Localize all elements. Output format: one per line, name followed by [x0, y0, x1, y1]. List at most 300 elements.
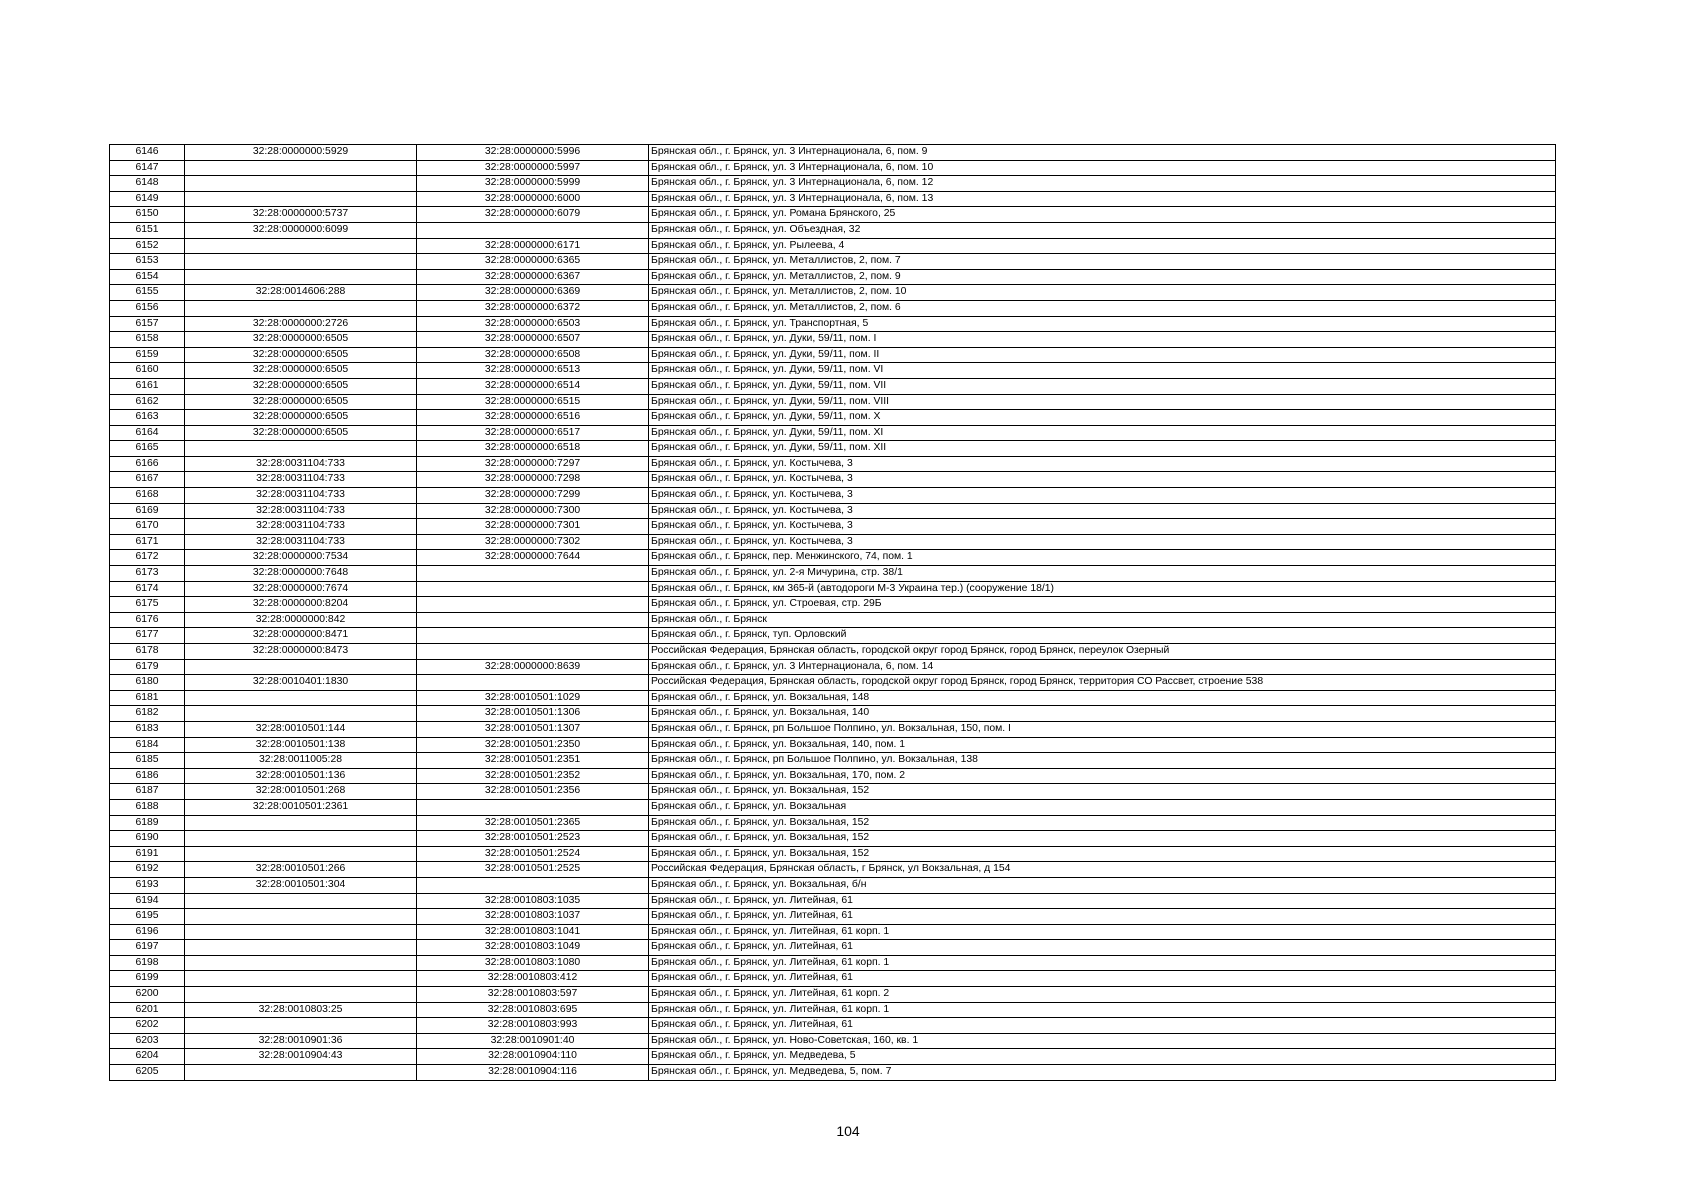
table-row: [110, 706, 1556, 722]
table-row: [110, 550, 1556, 566]
table-row: [110, 472, 1556, 488]
address-cell: Брянская обл., г. Брянск, ул. Вокзальная, 152: [649, 815, 1556, 831]
land-cadastral-cell: [185, 940, 417, 956]
address-cell: Брянская обл., г. Брянск, ул. Литейная, 61: [649, 893, 1556, 909]
object-cadastral-cell: [417, 644, 649, 660]
row-number-cell: 6150: [110, 207, 185, 223]
object-cadastral-cell: 32:28:0000000:5999: [417, 176, 649, 192]
land-cadastral-cell: 32:28:0000000:8471: [185, 628, 417, 644]
row-number-cell: 6153: [110, 254, 185, 270]
address-cell: Брянская обл., г. Брянск, ул. Костычева, 3: [649, 534, 1556, 550]
table-row: [110, 145, 1556, 161]
row-number-cell: 6159: [110, 347, 185, 363]
table-row: [110, 893, 1556, 909]
row-number-cell: 6183: [110, 721, 185, 737]
table-row: [110, 877, 1556, 893]
address-cell: Брянская обл., г. Брянск, ул. Дуки, 59/11, пом. VII: [649, 378, 1556, 394]
address-cell: Брянская обл., г. Брянск, ул. Ново-Советская, 160, кв. 1: [649, 1033, 1556, 1049]
row-number-cell: 6148: [110, 176, 185, 192]
table-row: [110, 768, 1556, 784]
land-cadastral-cell: [185, 924, 417, 940]
address-cell: Брянская обл., г. Брянск, ул. Вокзальная: [649, 799, 1556, 815]
table-row: [110, 862, 1556, 878]
object-cadastral-cell: 32:28:0010901:40: [417, 1033, 649, 1049]
table-row: [110, 534, 1556, 550]
row-number-cell: 6196: [110, 924, 185, 940]
land-cadastral-cell: 32:28:0014606:288: [185, 285, 417, 301]
object-cadastral-cell: 32:28:0010803:695: [417, 1002, 649, 1018]
address-cell: Брянская обл., г. Брянск, ул. Металлистов, 2, пом. 9: [649, 269, 1556, 285]
land-cadastral-cell: 32:28:0000000:842: [185, 612, 417, 628]
table-row: [110, 815, 1556, 831]
row-number-cell: 6170: [110, 519, 185, 535]
object-cadastral-cell: 32:28:0010803:1080: [417, 955, 649, 971]
object-cadastral-cell: 32:28:0000000:6507: [417, 332, 649, 348]
address-cell: Брянская обл., г. Брянск, ул. Костычева, 3: [649, 503, 1556, 519]
address-cell: Брянская обл., г. Брянск, ул. 3 Интернационала, 6, пом. 10: [649, 160, 1556, 176]
land-cadastral-cell: 32:28:0000000:5929: [185, 145, 417, 161]
object-cadastral-cell: 32:28:0010501:1307: [417, 721, 649, 737]
object-cadastral-cell: 32:28:0000000:6367: [417, 269, 649, 285]
land-cadastral-cell: [185, 706, 417, 722]
row-number-cell: 6201: [110, 1002, 185, 1018]
land-cadastral-cell: 32:28:0031104:733: [185, 472, 417, 488]
land-cadastral-cell: 32:28:0000000:6505: [185, 410, 417, 426]
address-cell: Брянская обл., г. Брянск, ул. Вокзальная, 140: [649, 706, 1556, 722]
table-row: [110, 940, 1556, 956]
row-number-cell: 6154: [110, 269, 185, 285]
object-cadastral-cell: 32:28:0000000:5997: [417, 160, 649, 176]
address-cell: Брянская обл., г. Брянск, ул. Дуки, 59/11, пом. I: [649, 332, 1556, 348]
object-cadastral-cell: 32:28:0010501:2350: [417, 737, 649, 753]
address-cell: Брянская обл., г. Брянск, ул. Литейная, 61 корп. 1: [649, 924, 1556, 940]
address-cell: Российская Федерация, Брянская область, городской округ город Брянск, город Брянск, территория СО Рассвет, строение 538: [649, 675, 1556, 691]
table-row: [110, 300, 1556, 316]
table-row: [110, 971, 1556, 987]
table-row: [110, 425, 1556, 441]
object-cadastral-cell: 32:28:0010501:2525: [417, 862, 649, 878]
row-number-cell: 6168: [110, 488, 185, 504]
table-row: [110, 519, 1556, 535]
table-row: [110, 456, 1556, 472]
address-cell: Брянская обл., г. Брянск, ул. 3 Интернационала, 6, пом. 12: [649, 176, 1556, 192]
address-cell: Брянская обл., г. Брянск, ул. Металлистов, 2, пом. 10: [649, 285, 1556, 301]
row-number-cell: 6194: [110, 893, 185, 909]
table-row: [110, 347, 1556, 363]
table-row: [110, 238, 1556, 254]
object-cadastral-cell: 32:28:0000000:6518: [417, 441, 649, 457]
address-cell: Брянская обл., г. Брянск, ул. Романа Брянского, 25: [649, 207, 1556, 223]
land-cadastral-cell: [185, 1065, 417, 1081]
table-row: [110, 612, 1556, 628]
land-cadastral-cell: 32:28:0000000:6099: [185, 222, 417, 238]
row-number-cell: 6191: [110, 846, 185, 862]
table-row: [110, 160, 1556, 176]
object-cadastral-cell: 32:28:0000000:6369: [417, 285, 649, 301]
object-cadastral-cell: 32:28:0000000:6515: [417, 394, 649, 410]
table-row: [110, 581, 1556, 597]
land-cadastral-cell: [185, 831, 417, 847]
address-cell: Брянская обл., г. Брянск, ул. Литейная, 61: [649, 940, 1556, 956]
land-cadastral-cell: 32:28:0010904:43: [185, 1049, 417, 1065]
table-row: [110, 566, 1556, 582]
table-row: [110, 955, 1556, 971]
object-cadastral-cell: 32:28:0000000:6513: [417, 363, 649, 379]
row-number-cell: 6169: [110, 503, 185, 519]
address-cell: Брянская обл., г. Брянск, ул. Костычева, 3: [649, 456, 1556, 472]
address-cell: Брянская обл., г. Брянск, ул. Рылеева, 4: [649, 238, 1556, 254]
row-number-cell: 6177: [110, 628, 185, 644]
row-number-cell: 6158: [110, 332, 185, 348]
object-cadastral-cell: 32:28:0010803:597: [417, 987, 649, 1003]
land-cadastral-cell: [185, 300, 417, 316]
row-number-cell: 6190: [110, 831, 185, 847]
row-number-cell: 6172: [110, 550, 185, 566]
row-number-cell: 6184: [110, 737, 185, 753]
row-number-cell: 6161: [110, 378, 185, 394]
table-row: [110, 846, 1556, 862]
object-cadastral-cell: [417, 222, 649, 238]
object-cadastral-cell: 32:28:0010501:2524: [417, 846, 649, 862]
row-number-cell: 6202: [110, 1018, 185, 1034]
table-row: [110, 503, 1556, 519]
address-cell: Брянская обл., г. Брянск, ул. Костычева, 3: [649, 472, 1556, 488]
land-cadastral-cell: [185, 238, 417, 254]
land-cadastral-cell: 32:28:0010501:268: [185, 784, 417, 800]
registry-table-body: [110, 145, 1556, 1081]
land-cadastral-cell: [185, 1018, 417, 1034]
address-cell: Брянская обл., г. Брянск, ул. Металлистов, 2, пом. 6: [649, 300, 1556, 316]
object-cadastral-cell: 32:28:0000000:7302: [417, 534, 649, 550]
object-cadastral-cell: 32:28:0000000:7298: [417, 472, 649, 488]
object-cadastral-cell: 32:28:0010904:116: [417, 1065, 649, 1081]
table-row: [110, 1065, 1556, 1081]
table-row: [110, 441, 1556, 457]
land-cadastral-cell: 32:28:0031104:733: [185, 519, 417, 535]
object-cadastral-cell: 32:28:0010501:2356: [417, 784, 649, 800]
land-cadastral-cell: 32:28:0000000:6505: [185, 378, 417, 394]
land-cadastral-cell: [185, 441, 417, 457]
object-cadastral-cell: [417, 612, 649, 628]
land-cadastral-cell: [185, 987, 417, 1003]
land-cadastral-cell: 32:28:0010901:36: [185, 1033, 417, 1049]
table-row: [110, 628, 1556, 644]
object-cadastral-cell: [417, 675, 649, 691]
address-cell: Брянская обл., г. Брянск, туп. Орловский: [649, 628, 1556, 644]
table-row: [110, 987, 1556, 1003]
land-cadastral-cell: 32:28:0000000:6505: [185, 347, 417, 363]
land-cadastral-cell: [185, 955, 417, 971]
address-cell: Брянская обл., г. Брянск, ул. 3 Интернационала, 6, пом. 9: [649, 145, 1556, 161]
object-cadastral-cell: 32:28:0000000:6000: [417, 191, 649, 207]
row-number-cell: 6180: [110, 675, 185, 691]
address-cell: Брянская обл., г. Брянск, ул. Строевая, стр. 29Б: [649, 597, 1556, 613]
object-cadastral-cell: 32:28:0010803:1041: [417, 924, 649, 940]
object-cadastral-cell: 32:28:0000000:6508: [417, 347, 649, 363]
object-cadastral-cell: 32:28:0000000:5996: [417, 145, 649, 161]
object-cadastral-cell: 32:28:0010904:110: [417, 1049, 649, 1065]
object-cadastral-cell: 32:28:0000000:7644: [417, 550, 649, 566]
row-number-cell: 6152: [110, 238, 185, 254]
land-cadastral-cell: [185, 191, 417, 207]
table-row: [110, 753, 1556, 769]
table-row: [110, 1033, 1556, 1049]
address-cell: Российская Федерация, Брянская область, городской округ город Брянск, город Брянск, переулок Озерный: [649, 644, 1556, 660]
table-row: [110, 675, 1556, 691]
land-cadastral-cell: 32:28:0000000:7534: [185, 550, 417, 566]
land-cadastral-cell: 32:28:0010501:266: [185, 862, 417, 878]
address-cell: Брянская обл., г. Брянск, ул. Дуки, 59/11, пом. XII: [649, 441, 1556, 457]
address-cell: Брянская обл., г. Брянск, ул. Дуки, 59/11, пом. II: [649, 347, 1556, 363]
object-cadastral-cell: [417, 628, 649, 644]
address-cell: Брянская обл., г. Брянск, ул. Вокзальная, 170, пом. 2: [649, 768, 1556, 784]
land-cadastral-cell: 32:28:0000000:2726: [185, 316, 417, 332]
object-cadastral-cell: 32:28:0000000:8639: [417, 659, 649, 675]
table-row: [110, 924, 1556, 940]
row-number-cell: 6147: [110, 160, 185, 176]
table-row: [110, 597, 1556, 613]
table-row: [110, 721, 1556, 737]
address-cell: Брянская обл., г. Брянск, ул. Вокзальная, 152: [649, 831, 1556, 847]
row-number-cell: 6174: [110, 581, 185, 597]
land-cadastral-cell: 32:28:0010501:304: [185, 877, 417, 893]
row-number-cell: 6160: [110, 363, 185, 379]
table-row: [110, 1002, 1556, 1018]
address-cell: Брянская обл., г. Брянск, ул. 2-я Мичурина, стр. 38/1: [649, 566, 1556, 582]
table-row: [110, 799, 1556, 815]
row-number-cell: 6164: [110, 425, 185, 441]
object-cadastral-cell: 32:28:0010803:1037: [417, 909, 649, 925]
table-row: [110, 737, 1556, 753]
land-cadastral-cell: 32:28:0000000:5737: [185, 207, 417, 223]
row-number-cell: 6181: [110, 690, 185, 706]
land-cadastral-cell: 32:28:0000000:6505: [185, 332, 417, 348]
row-number-cell: 6173: [110, 566, 185, 582]
page-number: 104: [836, 1123, 860, 1139]
row-number-cell: 6156: [110, 300, 185, 316]
address-cell: Брянская обл., г. Брянск, ул. Литейная, 61 корп. 1: [649, 955, 1556, 971]
table-row: [110, 659, 1556, 675]
land-cadastral-cell: 32:28:0031104:733: [185, 534, 417, 550]
address-cell: Брянская обл., г. Брянск, ул. 3 Интернационала, 6, пом. 13: [649, 191, 1556, 207]
table-row: [110, 191, 1556, 207]
land-cadastral-cell: [185, 269, 417, 285]
row-number-cell: 6186: [110, 768, 185, 784]
object-cadastral-cell: [417, 597, 649, 613]
address-cell: Брянская обл., г. Брянск, рп Большое Полпино, ул. Вокзальная, 150, пом. I: [649, 721, 1556, 737]
address-cell: Брянская обл., г. Брянск, ул. 3 Интернационала, 6, пом. 14: [649, 659, 1556, 675]
row-number-cell: 6182: [110, 706, 185, 722]
table-row: [110, 644, 1556, 660]
land-cadastral-cell: [185, 176, 417, 192]
address-cell: Брянская обл., г. Брянск: [649, 612, 1556, 628]
object-cadastral-cell: [417, 581, 649, 597]
address-cell: Брянская обл., г. Брянск, ул. Медведева, 5, пом. 7: [649, 1065, 1556, 1081]
row-number-cell: 6166: [110, 456, 185, 472]
row-number-cell: 6185: [110, 753, 185, 769]
address-cell: Брянская обл., г. Брянск, ул. Дуки, 59/11, пом. XI: [649, 425, 1556, 441]
land-cadastral-cell: 32:28:0010501:138: [185, 737, 417, 753]
row-number-cell: 6179: [110, 659, 185, 675]
table-row: [110, 378, 1556, 394]
land-cadastral-cell: 32:28:0010501:2361: [185, 799, 417, 815]
object-cadastral-cell: 32:28:0000000:6171: [417, 238, 649, 254]
land-cadastral-cell: [185, 659, 417, 675]
object-cadastral-cell: 32:28:0000000:7300: [417, 503, 649, 519]
land-cadastral-cell: 32:28:0031104:733: [185, 503, 417, 519]
land-cadastral-cell: [185, 893, 417, 909]
row-number-cell: 6197: [110, 940, 185, 956]
object-cadastral-cell: 32:28:0000000:6517: [417, 425, 649, 441]
object-cadastral-cell: 32:28:0000000:7299: [417, 488, 649, 504]
land-cadastral-cell: [185, 971, 417, 987]
land-cadastral-cell: 32:28:0010401:1830: [185, 675, 417, 691]
address-cell: Брянская обл., г. Брянск, ул. Литейная, 61: [649, 909, 1556, 925]
address-cell: Брянская обл., г. Брянск, ул. Вокзальная, 152: [649, 784, 1556, 800]
row-number-cell: 6146: [110, 145, 185, 161]
object-cadastral-cell: 32:28:0010501:1306: [417, 706, 649, 722]
land-cadastral-cell: [185, 690, 417, 706]
table-row: [110, 831, 1556, 847]
row-number-cell: 6187: [110, 784, 185, 800]
row-number-cell: 6151: [110, 222, 185, 238]
row-number-cell: 6157: [110, 316, 185, 332]
table-row: [110, 316, 1556, 332]
row-number-cell: 6162: [110, 394, 185, 410]
row-number-cell: 6203: [110, 1033, 185, 1049]
object-cadastral-cell: 32:28:0010803:1049: [417, 940, 649, 956]
row-number-cell: 6175: [110, 597, 185, 613]
row-number-cell: 6176: [110, 612, 185, 628]
object-cadastral-cell: 32:28:0010803:1035: [417, 893, 649, 909]
object-cadastral-cell: 32:28:0000000:7301: [417, 519, 649, 535]
land-cadastral-cell: [185, 160, 417, 176]
object-cadastral-cell: 32:28:0010501:1029: [417, 690, 649, 706]
land-cadastral-cell: 32:28:0000000:6505: [185, 394, 417, 410]
row-number-cell: 6167: [110, 472, 185, 488]
address-cell: Брянская обл., г. Брянск, ул. Литейная, 61: [649, 1018, 1556, 1034]
land-cadastral-cell: 32:28:0000000:8473: [185, 644, 417, 660]
land-cadastral-cell: 32:28:0000000:6505: [185, 363, 417, 379]
object-cadastral-cell: 32:28:0010803:993: [417, 1018, 649, 1034]
address-cell: Брянская обл., г. Брянск, ул. Литейная, 61 корп. 1: [649, 1002, 1556, 1018]
address-cell: Брянская обл., г. Брянск, ул. Литейная, 61 корп. 2: [649, 987, 1556, 1003]
table-row: [110, 909, 1556, 925]
land-cadastral-cell: 32:28:0000000:7674: [185, 581, 417, 597]
row-number-cell: 6204: [110, 1049, 185, 1065]
row-number-cell: 6198: [110, 955, 185, 971]
land-cadastral-cell: [185, 815, 417, 831]
land-cadastral-cell: 32:28:0010501:144: [185, 721, 417, 737]
address-cell: Брянская обл., г. Брянск, ул. Дуки, 59/11, пом. X: [649, 410, 1556, 426]
row-number-cell: 6192: [110, 862, 185, 878]
address-cell: Брянская обл., г. Брянск, ул. Объездная, 32: [649, 222, 1556, 238]
address-cell: Брянская обл., г. Брянск, ул. Металлистов, 2, пом. 7: [649, 254, 1556, 270]
address-cell: Российская Федерация, Брянская область, г Брянск, ул Вокзальная, д 154: [649, 862, 1556, 878]
table-row: [110, 285, 1556, 301]
land-cadastral-cell: 32:28:0000000:7648: [185, 566, 417, 582]
object-cadastral-cell: [417, 566, 649, 582]
object-cadastral-cell: 32:28:0010501:2352: [417, 768, 649, 784]
table-row: [110, 332, 1556, 348]
row-number-cell: 6149: [110, 191, 185, 207]
object-cadastral-cell: 32:28:0000000:6503: [417, 316, 649, 332]
row-number-cell: 6189: [110, 815, 185, 831]
address-cell: Брянская обл., г. Брянск, ул. Дуки, 59/11, пом. VIII: [649, 394, 1556, 410]
land-cadastral-cell: [185, 909, 417, 925]
table-row: [110, 254, 1556, 270]
address-cell: Брянская обл., г. Брянск, рп Большое Полпино, ул. Вокзальная, 138: [649, 753, 1556, 769]
address-cell: Брянская обл., г. Брянск, ул. Вокзальная, 148: [649, 690, 1556, 706]
object-cadastral-cell: 32:28:0010803:412: [417, 971, 649, 987]
row-number-cell: 6193: [110, 877, 185, 893]
object-cadastral-cell: 32:28:0000000:6365: [417, 254, 649, 270]
object-cadastral-cell: 32:28:0000000:6372: [417, 300, 649, 316]
registry-table: [109, 144, 1556, 1081]
table-row: [110, 207, 1556, 223]
land-cadastral-cell: 32:28:0031104:733: [185, 456, 417, 472]
object-cadastral-cell: 32:28:0010501:2351: [417, 753, 649, 769]
row-number-cell: 6188: [110, 799, 185, 815]
object-cadastral-cell: 32:28:0000000:6079: [417, 207, 649, 223]
address-cell: Брянская обл., г. Брянск, ул. Медведева, 5: [649, 1049, 1556, 1065]
object-cadastral-cell: 32:28:0000000:6514: [417, 378, 649, 394]
table-row: [110, 410, 1556, 426]
address-cell: Брянская обл., г. Брянск, ул. Костычева, 3: [649, 488, 1556, 504]
row-number-cell: 6205: [110, 1065, 185, 1081]
land-cadastral-cell: [185, 254, 417, 270]
row-number-cell: 6199: [110, 971, 185, 987]
address-cell: Брянская обл., г. Брянск, пер. Менжинского, 74, пом. 1: [649, 550, 1556, 566]
land-cadastral-cell: 32:28:0031104:733: [185, 488, 417, 504]
table-row: [110, 176, 1556, 192]
land-cadastral-cell: 32:28:0010501:136: [185, 768, 417, 784]
address-cell: Брянская обл., г. Брянск, ул. Транспортная, 5: [649, 316, 1556, 332]
row-number-cell: 6200: [110, 987, 185, 1003]
row-number-cell: 6178: [110, 644, 185, 660]
object-cadastral-cell: [417, 877, 649, 893]
object-cadastral-cell: 32:28:0010501:2365: [417, 815, 649, 831]
land-cadastral-cell: 32:28:0010803:25: [185, 1002, 417, 1018]
row-number-cell: 6163: [110, 410, 185, 426]
address-cell: Брянская обл., г. Брянск, км 365-й (автодороги М-3 Украина тер.) (сооружение 18/1): [649, 581, 1556, 597]
land-cadastral-cell: 32:28:0011005:28: [185, 753, 417, 769]
table-row: [110, 363, 1556, 379]
object-cadastral-cell: 32:28:0000000:7297: [417, 456, 649, 472]
address-cell: Брянская обл., г. Брянск, ул. Вокзальная, 140, пом. 1: [649, 737, 1556, 753]
row-number-cell: 6171: [110, 534, 185, 550]
table-row: [110, 1018, 1556, 1034]
land-cadastral-cell: [185, 846, 417, 862]
object-cadastral-cell: 32:28:0000000:6516: [417, 410, 649, 426]
table-row: [110, 269, 1556, 285]
land-cadastral-cell: 32:28:0000000:6505: [185, 425, 417, 441]
table-row: [110, 488, 1556, 504]
table-row: [110, 1049, 1556, 1065]
row-number-cell: 6155: [110, 285, 185, 301]
row-number-cell: 6165: [110, 441, 185, 457]
table-row: [110, 394, 1556, 410]
row-number-cell: 6195: [110, 909, 185, 925]
land-cadastral-cell: 32:28:0000000:8204: [185, 597, 417, 613]
table-row: [110, 222, 1556, 238]
address-cell: Брянская обл., г. Брянск, ул. Дуки, 59/11, пом. VI: [649, 363, 1556, 379]
table-row: [110, 784, 1556, 800]
address-cell: Брянская обл., г. Брянск, ул. Вокзальная, б/н: [649, 877, 1556, 893]
table-row: [110, 690, 1556, 706]
object-cadastral-cell: [417, 799, 649, 815]
address-cell: Брянская обл., г. Брянск, ул. Литейная, 61: [649, 971, 1556, 987]
